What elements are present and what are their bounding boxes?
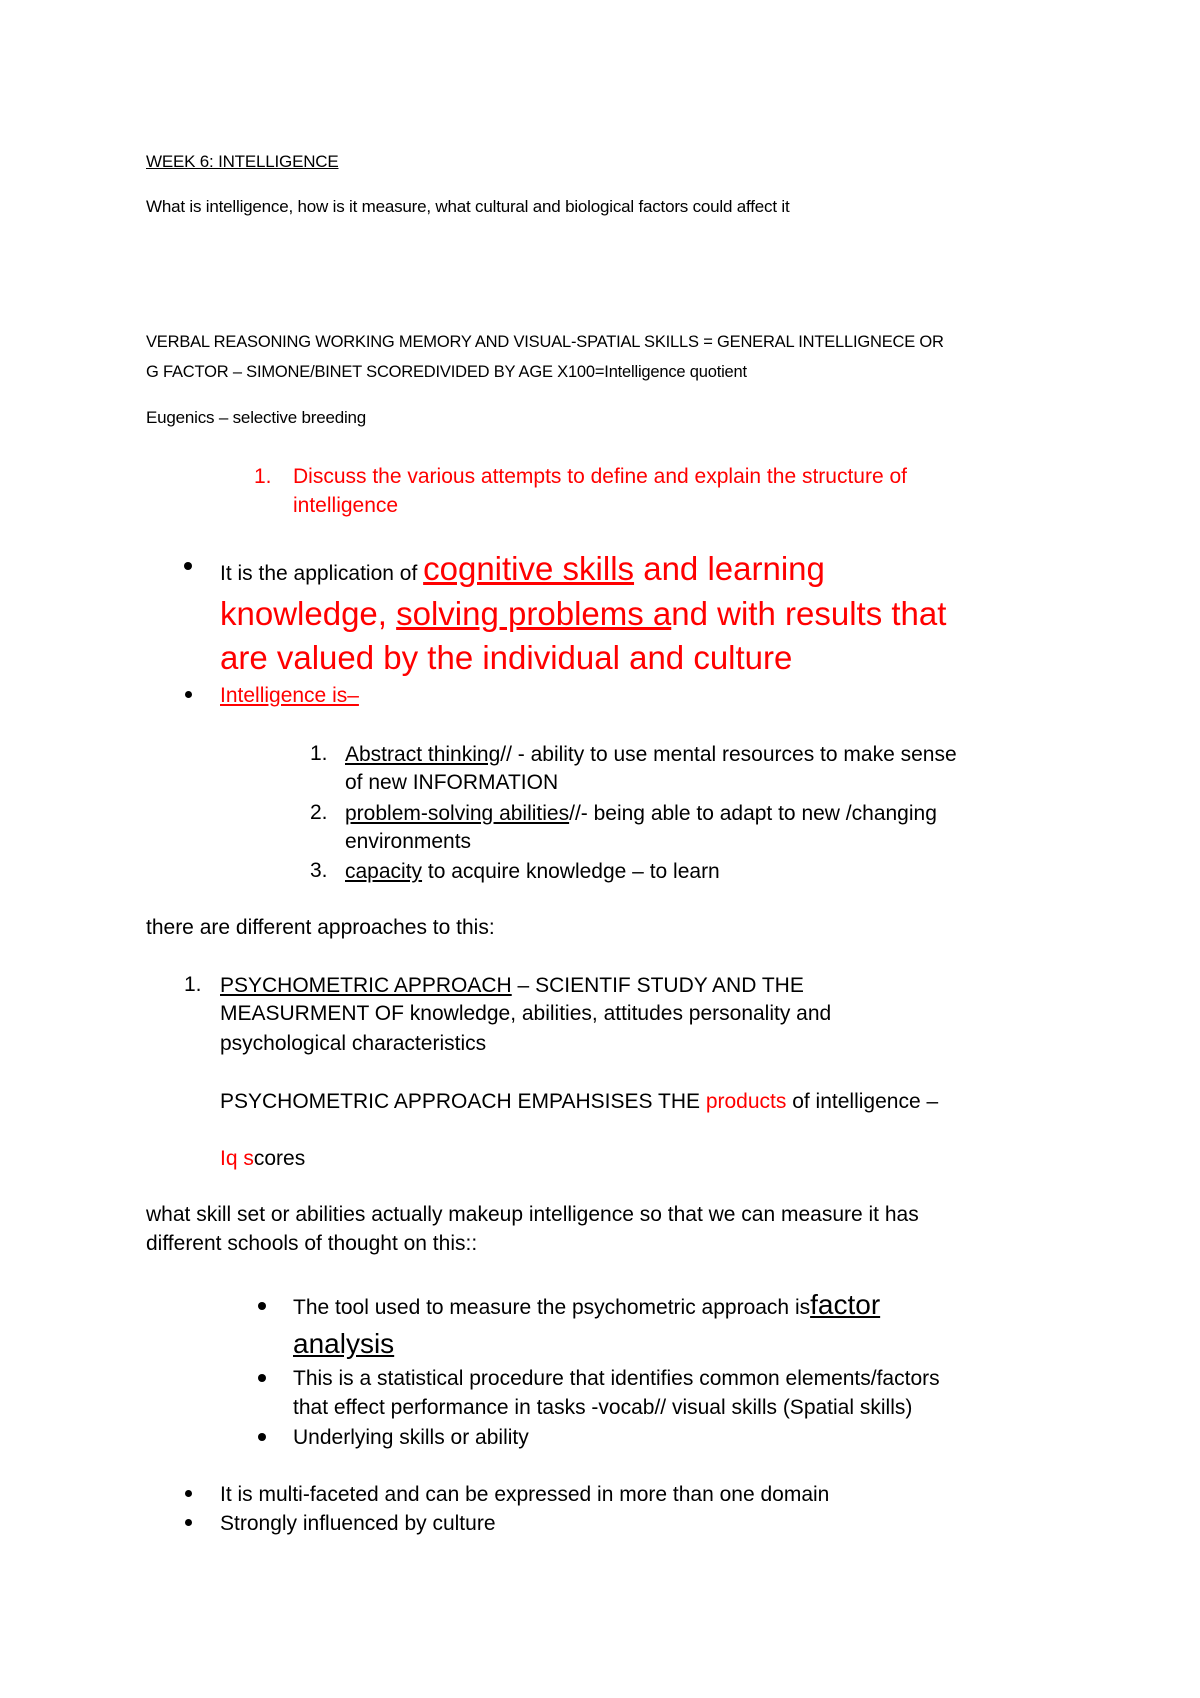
knowledge-text: knowledge, (220, 595, 397, 632)
question-line-1: Discuss the various attempts to define and explain the structure of (293, 465, 907, 488)
psy-line-2: MEASURMENT OF knowledge, abilities, attitudes personality and (220, 1002, 832, 1025)
psy-line-1 (220, 974, 804, 998)
application-line-2 (220, 596, 946, 632)
def-item-1 (345, 743, 957, 767)
factor-text: factor (810, 1289, 881, 1320)
iq-text: Iq s (220, 1147, 254, 1170)
psy-number: 1. (184, 973, 202, 996)
statistical-line-1: This is a statistical procedure that identifies common elements/factors (293, 1367, 940, 1390)
problem-solving-text: problem-solving abilities (345, 802, 570, 825)
subtitle: What is intelligence, how is it measure, what cultural and biological factors could affect it (146, 197, 790, 216)
abstract-thinking-text: Abstract thinking (345, 743, 501, 766)
question-line-2: intelligence (293, 494, 399, 517)
psychometric-approach-text: PSYCHOMETRIC APPROACH (220, 974, 512, 997)
def-item-2-rest: //- being able to adapt to new /changing (569, 802, 937, 825)
def-number: 1. (310, 742, 328, 765)
skill-line-2: different schools of thought on this:: (146, 1232, 478, 1255)
def-item-2-line-2: environments (345, 830, 472, 853)
emphasis-line (220, 1090, 938, 1114)
capacity-text: capacity (345, 860, 423, 883)
bullet-icon (185, 1519, 192, 1526)
intelligence-is: Intelligence is– (220, 684, 359, 707)
def-item-3 (345, 860, 720, 884)
tool-text: The tool used to measure the psychometric approach is (293, 1296, 811, 1319)
scores-text: cores (253, 1147, 306, 1170)
def-item-1-line-2: of new INFORMATION (345, 771, 559, 794)
application-line-1 (220, 551, 825, 594)
bullet-icon (258, 1433, 266, 1441)
bullet-icon (258, 1302, 266, 1310)
bullet-icon (184, 562, 192, 570)
multi-faceted-line: It is multi-faceted and can be expressed in more than one domain (220, 1483, 830, 1506)
culture-line: Strongly influenced by culture (220, 1512, 496, 1535)
approaches-line: there are different approaches to this: (146, 916, 495, 939)
verbal-line-2: G FACTOR – SIMONE/BINET SCOREDIVIDED BY AGE X100=Intelligence quotient (146, 363, 747, 381)
psy-line-1-rest: – SCIENTIF STUDY AND THE (511, 974, 804, 997)
results-text: nd with results that (671, 595, 947, 632)
psy-line-3: psychological characteristics (220, 1032, 487, 1055)
page-heading: WEEK 6: INTELLIGENCE (146, 152, 339, 171)
cognitive-skills-text: cognitive skills (423, 550, 635, 587)
emphasis-b: of intelligence – (786, 1090, 939, 1113)
bullet-icon (185, 691, 192, 698)
def-item-3-rest: to acquire knowledge – to learn (422, 860, 720, 883)
verbal-line-1: VERBAL REASONING WORKING MEMORY AND VISUAL-SPATIAL SKILLS = GENERAL INTELLIGNECE OR (146, 333, 944, 351)
question-number: 1. (254, 465, 272, 488)
def-number: 2. (310, 801, 328, 824)
def-item-1-rest: // - ability to use mental resources to make sense (500, 743, 957, 766)
statistical-line-2: that effect performance in tasks -vocab// visual skills (Spatial skills) (293, 1396, 913, 1419)
application-rest: and learning (634, 550, 825, 587)
application-line-3: are valued by the individual and culture (220, 639, 793, 676)
solving-problems-text: solving problems a (396, 595, 672, 632)
bullet-icon (185, 1490, 192, 1497)
skill-line-1: what skill set or abilities actually makeup intelligence so that we can measure it has (146, 1203, 919, 1226)
tool-line (293, 1290, 880, 1325)
eugenics-line: Eugenics – selective breeding (146, 408, 367, 427)
underlying-line: Underlying skills or ability (293, 1426, 529, 1449)
iq-line (220, 1147, 305, 1171)
bullet-icon (258, 1374, 266, 1382)
products-text: products (705, 1090, 787, 1113)
def-number: 3. (310, 859, 328, 882)
application-prefix: It is the application of (220, 562, 424, 585)
emphasis-a: PSYCHOMETRIC APPROACH EMPAHSISES THE (220, 1090, 706, 1113)
def-item-2 (345, 802, 937, 826)
analysis-text: analysis (293, 1328, 395, 1359)
